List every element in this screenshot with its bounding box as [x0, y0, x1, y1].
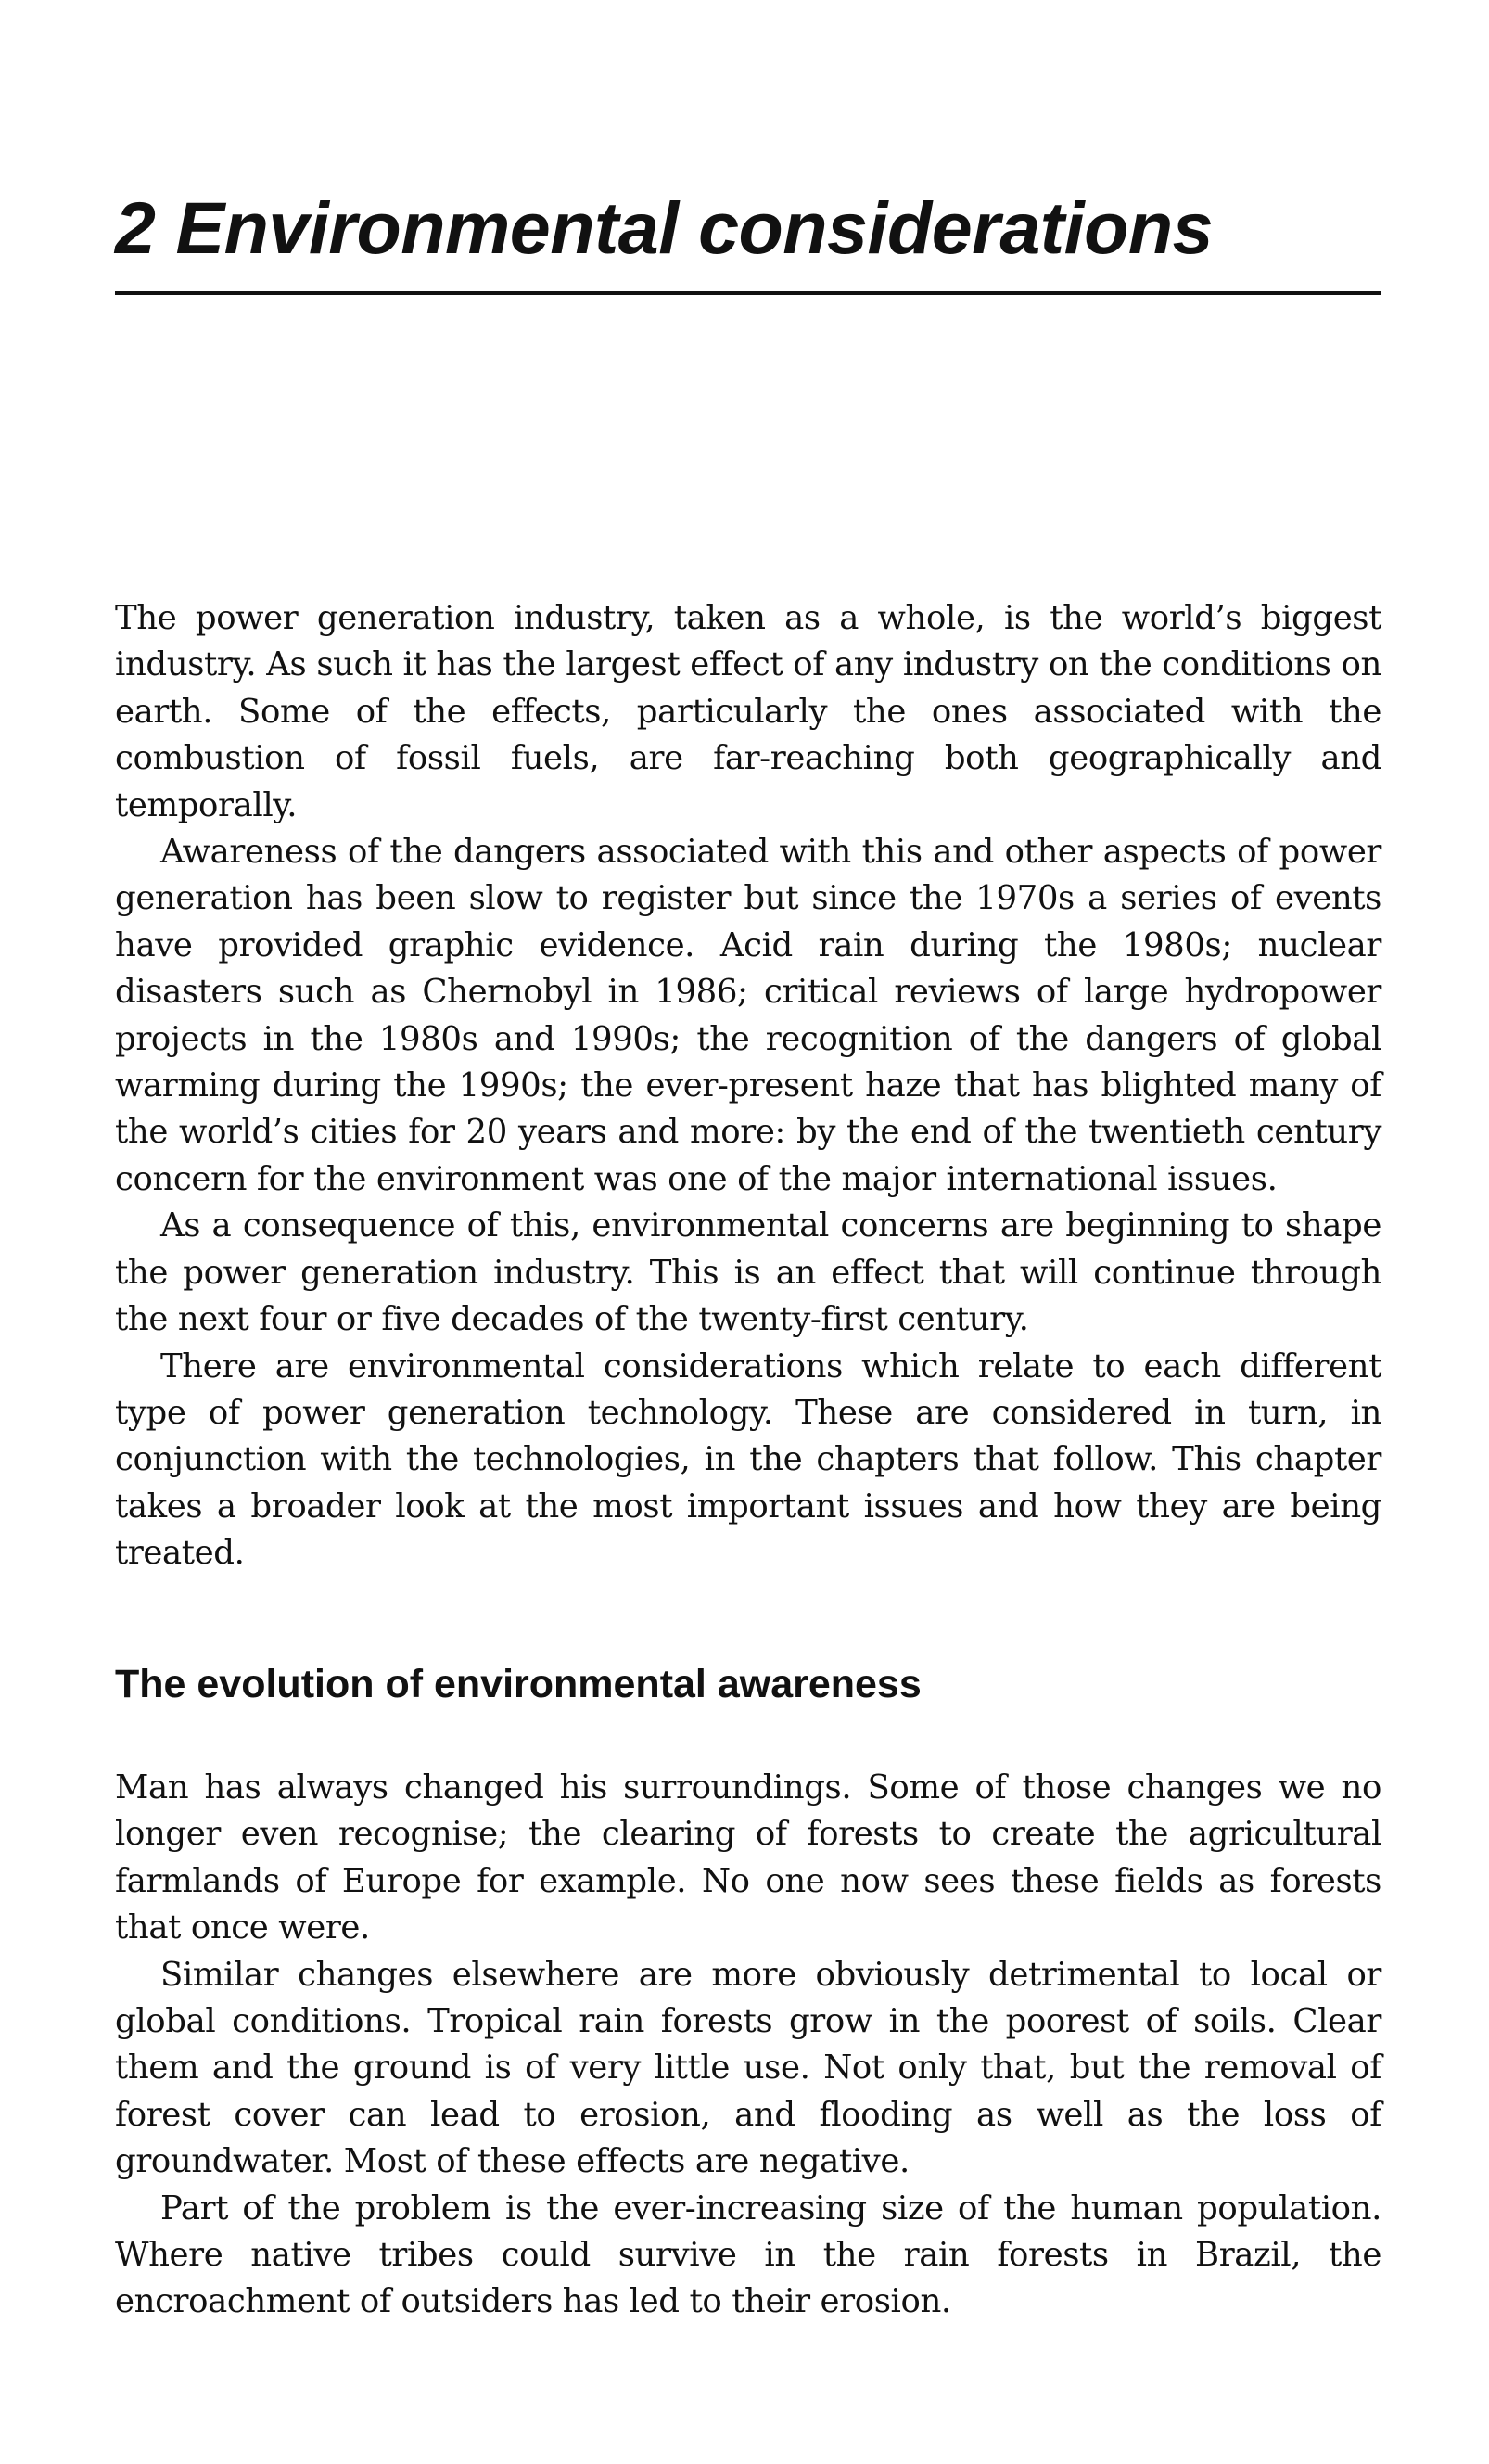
intro-paragraph-2: Awareness of the dangers associated with this and other aspects of power generation has been slow to register but since the 1970s a series of events have provided graphic evidence. Acid rain during the 1980s; nuclear disasters such as Chernobyl in 1986; critical reviews of large hydropower projects in the 1980s and 1990s; the recognition of the dangers of global warming during the 1990s; the ever-present haze that has blighted many of the world’s cities for 20 years and more: by the end of the twentieth century concern for the environment was one of the major international issues.	[115, 833, 1381, 1198]
intro-paragraph-3: As a consequence of this, environmental concerns are beginning to shape the power generation industry. This is an effect that will continue through the next four or five decades of the twenty-first century.	[115, 1206, 1381, 1339]
title-rule	[115, 291, 1381, 295]
chapter-number: 2	[115, 186, 156, 269]
section-paragraph-1: Man has always changed his surroundings. Some of those changes we no longer even recognise; the clearing of forests to create the agricultural farmlands of Europe for example. No one now sees these fields as forests that once were.	[115, 1768, 1381, 1947]
intro-paragraph-1: The power generation industry, taken as a whole, is the world’s biggest industry. As such it has the largest effect of any industry on the conditions on earth. Some of the effects, particularly the ones associated with the combustion of fossil fuels, are far-reaching both geographically and temporally.	[115, 599, 1381, 824]
section-paragraph-2: Similar changes elsewhere are more obviously detrimental to local or global conditions. Tropical rain forests grow in the poorest of soils. Clear them and the ground is of very little use. Not only that, but the removal of forest cover can lead to erosion, and flooding as well as the loss of groundwater. Most of these effects are negative.	[115, 1955, 1381, 2181]
chapter-title	[115, 186, 1381, 269]
section-text	[115, 1765, 1381, 2326]
intro-paragraph-4: There are environmental considerations which relate to each different type of power generation technology. These are considered in turn, in conjunction with the technologies, in the chapters that follow. This chapter takes a broader look at the most important issues and how they are being treated.	[115, 1347, 1381, 1573]
intro-text	[115, 595, 1381, 1577]
chapter-title-text: Environmental considerations	[175, 186, 1214, 269]
section-paragraph-3: Part of the problem is the ever-increasing size of the human population. Where native tribes could survive in the rain forests in Brazil, the encroachment of outsiders has led to their erosion.	[115, 2189, 1381, 2321]
section-heading: The evolution of environmental awareness	[115, 1662, 922, 1706]
